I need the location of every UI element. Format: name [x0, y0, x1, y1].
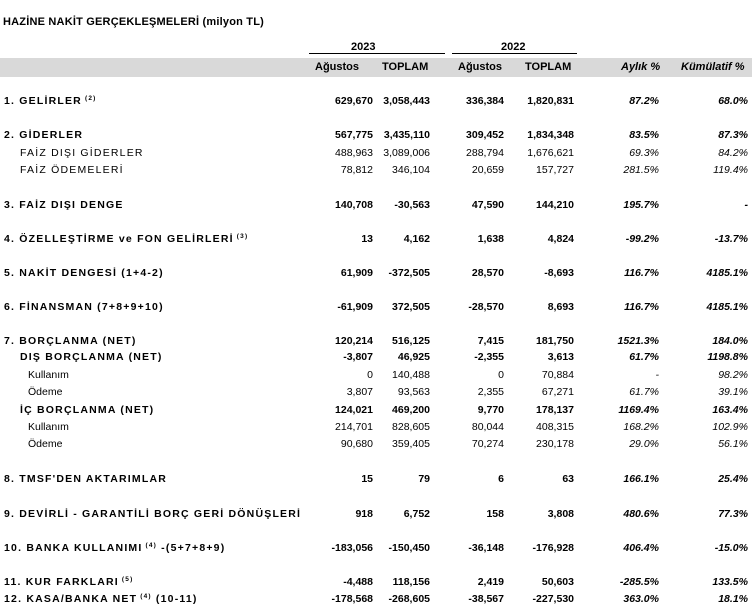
cell-aug2023: -61,909 — [337, 301, 373, 313]
cell-aug2022: 6 — [498, 473, 504, 485]
cell-total2022: -227,530 — [532, 593, 574, 605]
cell-total2023: 469,200 — [392, 404, 430, 416]
cell-aug2022: 2,419 — [477, 576, 504, 588]
table-row — [0, 575, 752, 591]
cell-total2023: 346,104 — [392, 164, 430, 176]
cell-monthly-pct: 116.7% — [624, 301, 659, 313]
cell-monthly-pct: 116.7% — [624, 267, 659, 279]
row-label: DIŞ BORÇLANMA (NET) — [20, 351, 163, 363]
row-label: 3. FAİZ DIŞI DENGE — [4, 199, 124, 211]
table-row — [0, 232, 752, 248]
cell-total2023: 93,563 — [397, 386, 430, 398]
footnote-marker: (3) — [233, 233, 249, 240]
table-row — [0, 198, 752, 214]
row-label: 7. BORÇLANMA (NET) — [4, 335, 137, 347]
table-row — [0, 128, 752, 144]
cell-total2023: 118,156 — [392, 576, 430, 588]
cell-aug2023: 0 — [367, 369, 373, 381]
cell-total2022: 1,834,348 — [527, 129, 574, 141]
cell-aug2022: 288,794 — [466, 147, 504, 159]
cell-cumulative-pct: 119.4% — [713, 164, 748, 176]
cell-total2022: 1,820,831 — [527, 95, 574, 107]
cell-total2023: 46,925 — [397, 351, 430, 363]
cell-total2023: 6,752 — [403, 508, 430, 520]
table-row — [0, 94, 752, 110]
cell-monthly-pct: 480.6% — [623, 508, 659, 520]
cell-total2022: 408,315 — [536, 421, 574, 433]
cell-monthly-pct: -285.5% — [619, 576, 659, 588]
cell-aug2022: 28,570 — [471, 267, 504, 279]
table-row — [0, 403, 752, 419]
cell-aug2022: 2,355 — [477, 386, 504, 398]
cell-cumulative-pct: 133.5% — [712, 576, 748, 588]
cell-cumulative-pct: 1198.8% — [707, 351, 748, 363]
footnote-marker: (2) — [81, 95, 97, 102]
table-row — [0, 300, 752, 316]
cell-total2022: 50,603 — [541, 576, 574, 588]
table-row — [0, 163, 752, 179]
cell-total2022: 1,676,621 — [527, 147, 574, 159]
footnote-marker: (4) — [142, 542, 158, 549]
cell-monthly-pct: - — [655, 369, 659, 381]
column-header-bar — [0, 58, 752, 77]
cell-aug2023: 120,214 — [335, 335, 373, 347]
cell-total2022: 230,178 — [536, 438, 574, 450]
cell-monthly-pct: 61.7% — [629, 386, 659, 398]
cell-aug2023: 3,807 — [346, 386, 373, 398]
cell-total2023: 3,058,443 — [383, 95, 430, 107]
col-aug-2023: Ağustos — [315, 61, 359, 73]
row-label: Kullanım — [28, 369, 69, 381]
cell-total2022: -176,928 — [532, 542, 574, 554]
row-label: 11. KUR FARKLARI $^{(5)}$ — [4, 576, 134, 588]
cell-cumulative-pct: 4185.1% — [706, 301, 748, 313]
table-row — [0, 472, 752, 488]
cell-aug2023: 124,021 — [335, 404, 373, 416]
cell-total2022: 181,750 — [536, 335, 574, 347]
cell-aug2023: 629,670 — [335, 95, 373, 107]
cell-cumulative-pct: 184.0% — [712, 335, 748, 347]
cell-aug2023: -178,568 — [331, 593, 373, 605]
cell-total2022: -8,693 — [544, 267, 574, 279]
cell-cumulative-pct: 4185.1% — [706, 267, 748, 279]
cell-total2022: 4,824 — [547, 233, 574, 245]
cell-aug2022: 70,274 — [471, 438, 504, 450]
cell-monthly-pct: 1521.3% — [617, 335, 659, 347]
cell-aug2022: 47,590 — [471, 199, 504, 211]
cell-total2023: -268,605 — [388, 593, 430, 605]
table-row — [0, 266, 752, 282]
year-divider-2022 — [452, 53, 577, 54]
table-row — [0, 507, 752, 523]
row-label: 8. TMSF'DEN AKTARIMLAR — [4, 473, 168, 485]
cell-monthly-pct: 195.7% — [623, 199, 659, 211]
footnote-marker: (4) — [137, 593, 152, 600]
year-divider-2023 — [309, 53, 445, 54]
cell-aug2022: -38,567 — [468, 593, 504, 605]
cell-total2022: 67,271 — [541, 386, 574, 398]
cell-aug2023: 214,701 — [335, 421, 373, 433]
cell-monthly-pct: 1169.4% — [618, 404, 659, 416]
cell-cumulative-pct: -13.7% — [714, 233, 748, 245]
col-total-2023: TOPLAM — [382, 61, 429, 73]
cell-monthly-pct: 61.7% — [629, 351, 659, 363]
cell-aug2022: 309,452 — [466, 129, 504, 141]
cell-cumulative-pct: 98.2% — [718, 369, 748, 381]
row-label: Kullanım — [28, 421, 69, 433]
cell-total2023: 3,435,110 — [383, 129, 430, 141]
cell-aug2022: -2,355 — [474, 351, 504, 363]
row-label: 10. BANKA KULLANIMI $^{(4)}$ -(5+7+8+9) — [4, 542, 226, 554]
page-title: HAZİNE NAKİT GERÇEKLEŞMELERİ (milyon TL) — [3, 16, 264, 28]
cell-aug2022: 20,659 — [471, 164, 504, 176]
cell-aug2023: 15 — [361, 473, 373, 485]
table-row — [0, 334, 752, 350]
cell-aug2022: 9,770 — [477, 404, 504, 416]
cell-cumulative-pct: 84.2% — [718, 147, 748, 159]
cell-monthly-pct: 281.5% — [623, 164, 659, 176]
cell-monthly-pct: 83.5% — [629, 129, 659, 141]
cell-aug2022: 0 — [498, 369, 504, 381]
cell-monthly-pct: 406.4% — [623, 542, 659, 554]
cell-aug2022: 80,044 — [471, 421, 504, 433]
cell-total2022: 178,137 — [536, 404, 574, 416]
cell-aug2022: 158 — [486, 508, 504, 520]
cell-total2023: 4,162 — [403, 233, 430, 245]
cell-aug2023: 918 — [355, 508, 373, 520]
cell-total2022: 3,613 — [547, 351, 574, 363]
cell-monthly-pct: 69.3% — [629, 147, 659, 159]
cell-cumulative-pct: 77.3% — [718, 508, 748, 520]
row-label: 9. DEVİRLİ - GARANTİLİ BORÇ GERİ DÖNÜŞLERİ — [4, 508, 302, 520]
year-2022: 2022 — [501, 41, 526, 53]
cell-aug2023: 488,963 — [335, 147, 373, 159]
cell-cumulative-pct: 87.3% — [718, 129, 748, 141]
cell-total2023: 79 — [418, 473, 430, 485]
cell-aug2023: -4,488 — [343, 576, 373, 588]
cell-aug2022: -28,570 — [468, 301, 504, 313]
row-label: FAİZ DIŞI GİDERLER — [20, 147, 144, 159]
cell-cumulative-pct: 102.9% — [712, 421, 748, 433]
cell-monthly-pct: 168.2% — [623, 421, 659, 433]
cell-cumulative-pct: 39.1% — [718, 386, 748, 398]
cell-cumulative-pct: 68.0% — [718, 95, 748, 107]
row-label: Ödeme — [28, 386, 63, 398]
cell-total2022: 144,210 — [536, 199, 574, 211]
cell-total2023: -150,450 — [388, 542, 430, 554]
cell-monthly-pct: -99.2% — [625, 233, 659, 245]
row-label: Ödeme — [28, 438, 63, 450]
cell-monthly-pct: 166.1% — [623, 473, 659, 485]
row-label: 6. FİNANSMAN (7+8+9+10) — [4, 301, 164, 313]
cell-aug2023: 567,775 — [335, 129, 373, 141]
cell-total2022: 70,884 — [541, 369, 574, 381]
col-cumulative-pct: Kümülatif % — [681, 61, 745, 73]
table-row — [0, 368, 752, 384]
cell-aug2023: -3,807 — [343, 351, 373, 363]
cell-total2023: -30,563 — [394, 199, 430, 211]
cell-aug2023: 13 — [361, 233, 373, 245]
table-row — [0, 437, 752, 453]
cell-total2022: 157,727 — [536, 164, 574, 176]
cell-total2023: 3,089,006 — [383, 147, 430, 159]
cell-aug2023: 140,708 — [335, 199, 373, 211]
cell-aug2022: 1,638 — [477, 233, 504, 245]
cell-total2023: 359,405 — [392, 438, 430, 450]
table-row — [0, 385, 752, 401]
cell-cumulative-pct: 18.1% — [718, 593, 748, 605]
cell-total2023: -372,505 — [388, 267, 430, 279]
table-row — [0, 350, 752, 366]
cell-aug2023: 78,812 — [340, 164, 373, 176]
col-total-2022: TOPLAM — [525, 61, 572, 73]
row-label: 5. NAKİT DENGESİ (1+4-2) — [4, 267, 164, 279]
col-aug-2022: Ağustos — [458, 61, 502, 73]
cell-cumulative-pct: 163.4% — [712, 404, 748, 416]
table-row — [0, 541, 752, 557]
cell-total2023: 516,125 — [392, 335, 430, 347]
cell-monthly-pct: 363.0% — [623, 593, 659, 605]
year-2023: 2023 — [351, 41, 376, 53]
row-label: 2. GİDERLER — [4, 129, 84, 141]
cell-total2023: 140,488 — [392, 369, 430, 381]
cell-aug2023: 90,680 — [340, 438, 373, 450]
row-label: FAİZ ÖDEMELERİ — [20, 164, 124, 176]
cell-total2022: 8,693 — [547, 301, 574, 313]
cell-aug2022: 7,415 — [477, 335, 504, 347]
cell-cumulative-pct: - — [744, 199, 748, 211]
cell-monthly-pct: 29.0% — [629, 438, 659, 450]
row-label: 1. GELİRLER $^{(2)}$ — [4, 95, 97, 107]
cell-aug2022: -36,148 — [468, 542, 504, 554]
cell-aug2023: -183,056 — [331, 542, 373, 554]
row-label: 12. KASA/BANKA NET $^{(4)}$ (10-11) — [4, 593, 198, 605]
cell-total2023: 372,505 — [392, 301, 430, 313]
table-row — [0, 592, 752, 608]
footnote-marker: (5) — [118, 576, 134, 583]
cell-total2022: 63 — [562, 473, 574, 485]
cell-total2023: 828,605 — [392, 421, 430, 433]
cell-monthly-pct: 87.2% — [629, 95, 659, 107]
cell-aug2023: 61,909 — [340, 267, 373, 279]
cell-aug2022: 336,384 — [466, 95, 504, 107]
col-monthly-pct: Aylık % — [621, 61, 661, 73]
table-row — [0, 420, 752, 436]
table-row — [0, 146, 752, 162]
cell-cumulative-pct: 25.4% — [718, 473, 748, 485]
cell-total2022: 3,808 — [547, 508, 574, 520]
cell-cumulative-pct: 56.1% — [718, 438, 748, 450]
row-label: İÇ BORÇLANMA (NET) — [20, 404, 155, 416]
cell-cumulative-pct: -15.0% — [714, 542, 748, 554]
row-label: 4. ÖZELLEŞTİRME ve FON GELİRLERİ $^{(3)}$ — [4, 233, 249, 245]
